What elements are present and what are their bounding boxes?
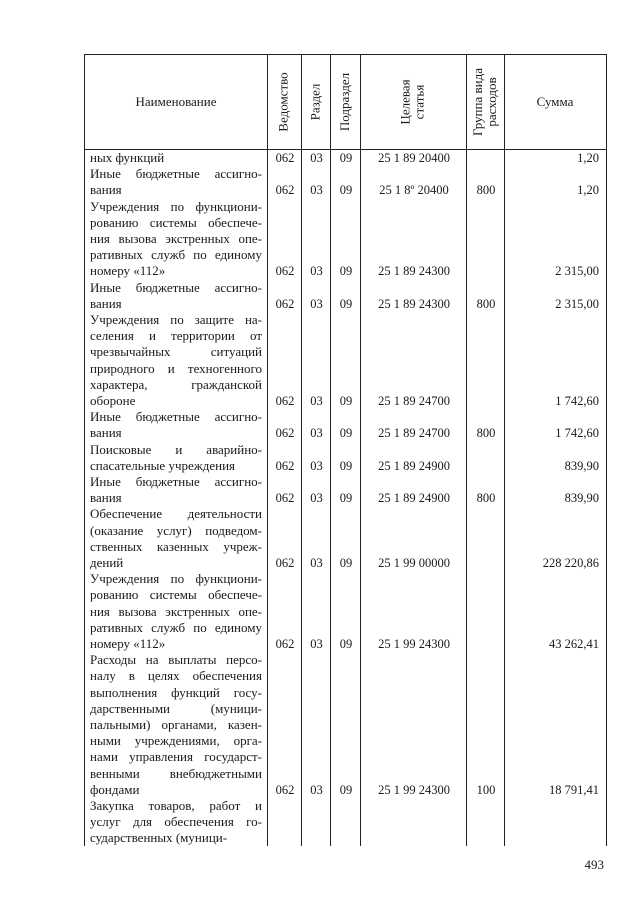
cell-summa: 839,90 — [564, 458, 599, 473]
cell-gruppa: 800 — [476, 491, 496, 506]
row-name — [90, 506, 262, 571]
row-name — [90, 474, 262, 506]
row-name-line: ных функций — [90, 150, 165, 165]
cell-vedomstvo: 062 — [275, 296, 295, 311]
cell-summa: 1 742,60 — [555, 394, 599, 408]
row-name-line: венными внебюджетными — [90, 765, 262, 781]
table-row — [85, 280, 606, 312]
cell-summa: 1,20 — [577, 151, 599, 165]
header-name-cell — [85, 55, 267, 149]
row-name-line: вания — [90, 182, 122, 198]
cell-vedomstvo: 062 — [275, 426, 295, 441]
cell-summa: 18 791,41 — [549, 782, 599, 797]
row-name-line: вания — [90, 425, 122, 441]
row-name-line: чрезвычайных ситуаций — [90, 344, 262, 360]
page-number: 493 — [584, 857, 604, 872]
header-celevaya — [399, 79, 427, 124]
row-name-line: ния вызова экстренных опе- — [90, 231, 262, 246]
row-name — [90, 312, 262, 409]
row-name — [90, 652, 262, 798]
cell-summa: 1 742,60 — [555, 426, 599, 441]
table-header — [85, 55, 606, 150]
header-gruppa-cell — [466, 55, 504, 149]
row-name-line: Иные бюджетные ассигно- — [90, 279, 262, 295]
cell-celevaya: 25 1 89 20400 — [378, 151, 450, 165]
row-name-line: Поисковые и аварийно- — [90, 441, 262, 457]
row-name — [90, 199, 262, 280]
cell-gruppa: 800 — [476, 296, 496, 311]
cell-summa: 43 262,41 — [549, 636, 599, 651]
row-name — [90, 280, 262, 312]
budget-table — [84, 54, 607, 846]
cell-vedomstvo: 062 — [275, 491, 295, 506]
table-row — [85, 506, 606, 571]
row-name-line: обороне — [90, 393, 136, 409]
cell-razdel: 03 — [310, 782, 323, 797]
cell-podrazdel: 09 — [339, 394, 353, 408]
cell-razdel: 03 — [310, 636, 323, 651]
row-name-line: сударственных (муници- — [90, 830, 228, 846]
cell-razdel: 03 — [310, 183, 323, 198]
cell-celevaya: 25 1 89 24700 — [378, 426, 450, 441]
cell-razdel: 03 — [310, 394, 323, 408]
cell-vedomstvo: 062 — [275, 636, 295, 651]
header-gruppa — [471, 68, 499, 136]
cell-podrazdel: 09 — [339, 296, 353, 311]
row-name — [90, 166, 262, 198]
header-razdel-cell — [301, 55, 330, 149]
row-name-line: (оказание услуг) подведом- — [90, 522, 262, 538]
header-summa: Сумма — [536, 94, 574, 109]
row-name-line: Иные бюджетные ассигно- — [90, 166, 262, 182]
header-gruppa-line2: расходов — [484, 77, 500, 127]
cell-vedomstvo: 062 — [275, 394, 295, 408]
cell-podrazdel: 09 — [339, 183, 353, 198]
table-row — [85, 150, 606, 166]
cell-podrazdel: 09 — [339, 491, 353, 506]
table-row — [85, 442, 606, 474]
row-name-line: Учреждения по защите на- — [90, 312, 262, 327]
table-row — [85, 474, 606, 506]
cell-summa: 1,20 — [577, 183, 599, 198]
cell-celevaya: 25 1 99 24300 — [378, 636, 450, 651]
cell-razdel: 03 — [310, 264, 323, 279]
cell-podrazdel: 09 — [339, 264, 353, 279]
row-name-line: рованию системы обеспече- — [90, 214, 262, 230]
header-podrazdel: Подраздел — [337, 72, 353, 132]
cell-summa: 228 220,86 — [542, 555, 599, 570]
header-celevaya-line1: Целевая — [397, 79, 413, 125]
table-row — [85, 798, 606, 847]
table-row — [85, 166, 606, 198]
cell-summa: 2 315,00 — [555, 296, 599, 311]
row-name-line: фондами — [90, 781, 140, 797]
row-name-line: Иные бюджетные ассигно- — [90, 474, 262, 489]
cell-gruppa: 800 — [476, 183, 496, 198]
cell-summa: 2 315,00 — [555, 264, 599, 279]
cell-razdel: 03 — [310, 555, 323, 570]
row-name-line: выполнения функций госу- — [90, 684, 262, 700]
header-summa-cell — [504, 55, 606, 149]
header-celevaya-line2: статья — [411, 84, 427, 120]
row-name-line: номеру «112» — [90, 636, 166, 651]
cell-celevaya: 25 1 99 24300 — [378, 782, 450, 797]
cell-celevaya: 25 1 89 24900 — [378, 458, 450, 473]
row-name-line: ственных казенных учреж- — [90, 538, 262, 554]
cell-gruppa: 100 — [476, 782, 496, 797]
table-row — [85, 409, 606, 441]
row-name-line: нами управления государст- — [90, 749, 262, 765]
header-celevaya-cell — [360, 55, 466, 149]
cell-summa: 839,90 — [564, 491, 599, 506]
row-name-line: услуг для обеспечения го- — [90, 814, 262, 830]
row-name-line: Обеспечение деятельности — [90, 506, 262, 522]
row-name-line: Иные бюджетные ассигно- — [90, 409, 262, 425]
row-name-line: ративных служб по единому — [90, 247, 262, 263]
cell-podrazdel: 09 — [339, 636, 353, 651]
row-name-line: дарственными (муници- — [90, 700, 262, 716]
row-name-line: вания — [90, 490, 122, 506]
cell-podrazdel: 09 — [339, 426, 353, 441]
row-name — [90, 150, 262, 166]
cell-podrazdel: 09 — [339, 151, 353, 165]
cell-razdel: 03 — [310, 426, 323, 441]
cell-celevaya: 25 1 99 00000 — [378, 555, 450, 570]
cell-razdel: 03 — [310, 151, 323, 165]
header-vedomstvo: Ведомство — [276, 72, 291, 132]
row-name-line: Учреждения по функциони- — [90, 198, 262, 214]
row-name-line: ния вызова экстренных опе- — [90, 603, 262, 619]
cell-gruppa: 800 — [476, 426, 496, 441]
table-row — [85, 312, 606, 409]
row-name — [90, 571, 262, 652]
row-name-line: Расходы на выплаты персо- — [90, 652, 262, 668]
row-name-line: ными учреждениями, орга- — [90, 733, 262, 749]
row-name-line: вания — [90, 295, 122, 311]
cell-vedomstvo: 062 — [275, 151, 295, 165]
cell-podrazdel: 09 — [339, 555, 353, 570]
cell-celevaya: 25 1 89 24300 — [378, 296, 450, 311]
row-name-line: Учреждения по функциони- — [90, 571, 262, 587]
table-row — [85, 652, 606, 798]
table-row — [85, 571, 606, 652]
row-name-line: номеру «112» — [90, 263, 166, 279]
row-name-line: пальными) органами, казен- — [90, 717, 262, 732]
row-name — [90, 442, 262, 474]
row-name-line: ративных служб по единому — [90, 619, 262, 635]
row-name-line: дений — [90, 555, 124, 570]
row-name-line: спасательные учреждения — [90, 457, 236, 473]
cell-vedomstvo: 062 — [275, 555, 295, 570]
cell-vedomstvo: 062 — [275, 264, 295, 279]
cell-vedomstvo: 062 — [275, 782, 295, 797]
cell-razdel: 03 — [310, 491, 323, 506]
row-name-line: характера, гражданской — [90, 376, 262, 392]
row-name-line: рованию системы обеспече- — [90, 587, 262, 603]
row-name-line: Закупка товаров, работ и — [90, 798, 262, 813]
row-name-line: селения и территории от — [90, 328, 262, 344]
row-name-line: природного и техногенного — [90, 360, 262, 376]
cell-podrazdel: 09 — [339, 782, 353, 797]
cell-celevaya: 25 1 89 24900 — [378, 491, 450, 506]
table-row — [85, 199, 606, 280]
header-vedomstvo-cell — [267, 55, 301, 149]
header-podrazdel-cell — [330, 55, 360, 149]
header-name: Наименование — [135, 94, 217, 109]
cell-vedomstvo: 062 — [275, 458, 295, 473]
cell-razdel: 03 — [310, 296, 323, 311]
row-name — [90, 798, 262, 847]
cell-podrazdel: 09 — [339, 458, 353, 473]
cell-celevaya: 25 1 89 24700 — [378, 394, 450, 408]
cell-vedomstvo: 062 — [275, 183, 295, 198]
row-name — [90, 409, 262, 441]
cell-celevaya: 25 1 8º 20400 — [379, 183, 449, 198]
cell-celevaya: 25 1 89 24300 — [378, 264, 450, 279]
row-name-line: налу в целях обеспечения — [90, 668, 262, 684]
header-gruppa-line1: Группа вида — [470, 68, 486, 136]
cell-razdel: 03 — [310, 458, 323, 473]
header-razdel: Раздел — [307, 83, 323, 121]
